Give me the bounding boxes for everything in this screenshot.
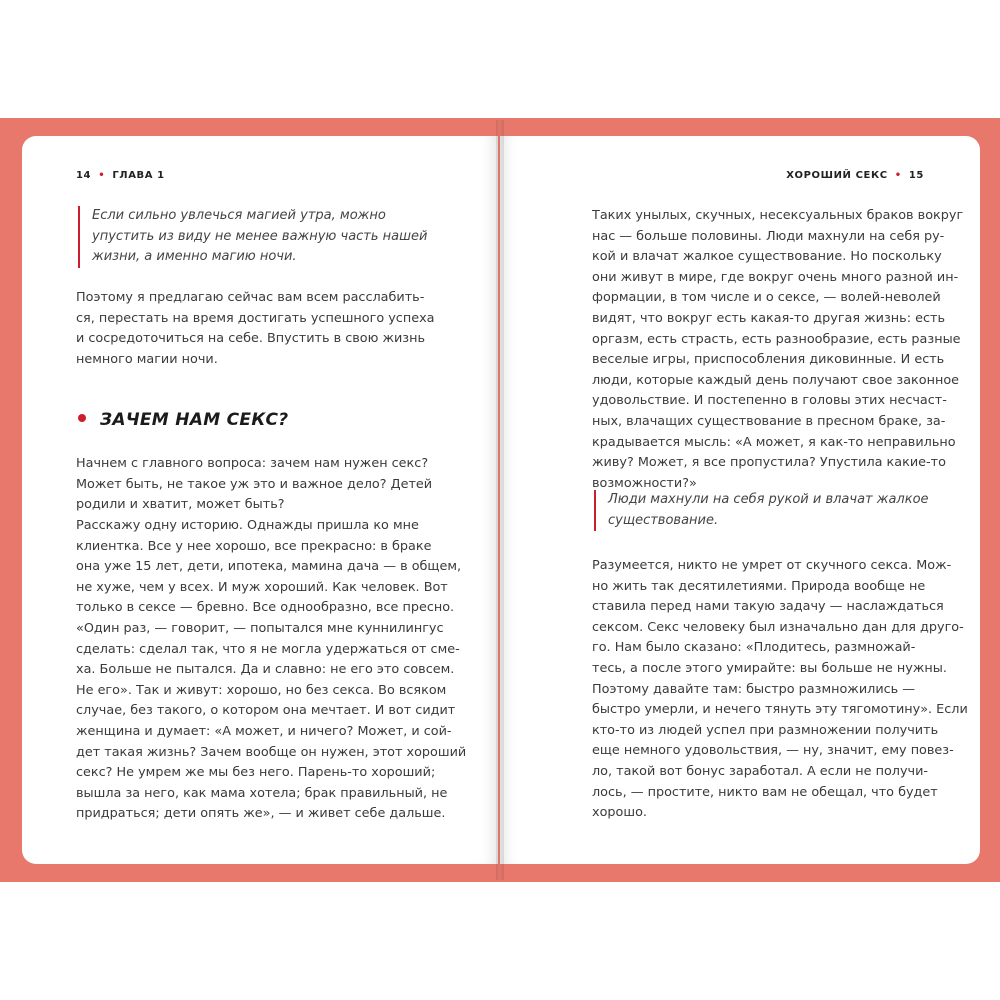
text-line: но жить так десятилетиями. Природа вообще не [592,578,926,594]
text-line: ха. Больше не пытался. Да и славно: не его это совсем. [76,662,455,678]
text-line: формации, в том числе и о сексе, — волей-неволей [592,290,941,306]
text-line: люди, которые каждый день получают свое законное [592,372,960,388]
text-line: го. Нам было сказано: «Плодитесь, размножай- [592,640,916,656]
text-line: вышла за него, как мама хотела; брак правильный, не [76,785,448,801]
paragraph [76,516,466,825]
text-line: лось, — простите, никто вам не обещал, что будет [592,784,938,800]
text-line: ло, такой вот бонус заработал. А если не получи- [592,763,929,779]
quote-line: существование. [608,512,719,528]
left-page-header [76,170,165,181]
pull-quote-right [594,490,929,531]
text-line: секс? Не умрем же мы без него. Парень-то хороший; [76,765,436,781]
text-line: кто-то из людей успел при размножении получить [592,722,939,738]
text-line: клиентка. Все у нее хорошо, все прекрасно: в браке [76,538,432,554]
pull-quote-left [78,206,427,268]
text-line: она уже 15 лет, дети, ипотека, мамина дача — в общем, [76,559,462,575]
text-line: женщина и думает: «А может, и ничего? Может, и сой- [76,723,452,739]
text-line: дет такая жизнь? Зачем вообще он нужен, этот хороший [76,744,467,760]
paragraph [76,454,432,516]
header-separator: • [894,170,902,181]
text-line: не хуже, чем у всех. И муж хороший. Как человек. Вот [76,579,448,595]
right-running-title: ХОРОШИЙ СЕКС [786,170,888,181]
section-heading [78,410,288,430]
text-line: Таких унылых, скучных, несексуальных браков вокруг [592,208,964,223]
paragraph [76,288,435,370]
quote-line: упустить из виду не менее важную часть нашей [92,228,428,244]
left-running-title: ГЛАВА 1 [112,170,165,181]
section-heading-text: ЗАЧЕМ НАМ СЕКС? [100,410,289,430]
text-line: сексом. Секс человеку был изначально дан для друго- [592,619,964,635]
text-line: ных, влачащих существование в пресном браке, за- [592,413,946,429]
text-line: Начнем с главного вопроса: зачем нам нужен секс? [76,456,429,471]
left-page-number: 14 [76,170,92,181]
text-line: и сосредоточиться на себе. Впустить в свою жизнь [76,331,426,347]
right-page-header [786,170,924,181]
text-line: Поэтому давайте там: быстро размножились — [592,681,916,697]
quote-line: жизни, а именно магию ночи. [92,249,297,265]
text-line: Может быть, не такое уж это и важное дело? Детей [76,476,433,492]
text-line: еще немного удовольствия, — ну, значит, ему повез- [592,743,954,759]
quote-line: Люди махнули на себя рукой и влачат жалкое [608,492,929,507]
right-page-number: 15 [908,170,924,181]
text-line: ся, перестать на время достигать успешного успеха [76,310,435,326]
text-line: веселые игры, приспособления диковинные. И есть [592,352,945,368]
text-line: только в сексе — бревно. Все однообразно, все пресно. [76,600,455,616]
paragraph [592,206,963,494]
red-bullet-icon [78,414,86,422]
text-line: удовольствие. И постепенно в головы этих несчаст- [592,393,947,409]
text-line: оргазм, есть страсть, есть разнообразие, есть разные [592,331,961,347]
text-line: родили и хватит, может быть? [76,497,285,513]
right-page [500,136,980,864]
text-line: Разумеется, никто не умрет от скучного секса. Мож- [592,558,952,573]
text-line: ставила перед нами такую задачу — наслаждаться [592,599,944,615]
text-line: нас — больше половины. Люди махнули на себя ру- [592,228,945,244]
text-line: кой и влачат жалкое существование. Но поскольку [592,249,942,265]
quote-line: Если сильно увлечься магией утра, можно [92,208,386,223]
text-line: Поэтому я предлагаю сейчас вам всем расслабить- [76,290,425,305]
text-line: возможности?» [592,475,697,491]
text-line: «Один раз, — говорит, — попытался мне куннилингус [76,620,444,636]
text-line: живу? Может, я все пропустила? Упустила какие-то [592,455,946,471]
book-spine-gutter [496,120,504,880]
text-line: хорошо. [592,805,647,821]
left-page [22,136,498,864]
text-line: придраться; дети опять же», — и живет себе дальше. [76,806,446,822]
text-line: Не его». Так и живут: хорошо, но без секса. Во всяком [76,682,447,698]
text-line: быстро умерли, и нечего тянуть эту тягомотину». Если [592,702,968,718]
text-line: сделать: сделал так, что я не могла удержаться от сме- [76,641,460,657]
text-line: тесь, а после этого умирайте: вы больше не нужны. [592,660,947,676]
text-line: Расскажу одну историю. Однажды пришла ко мне [76,518,419,533]
text-line: видят, что вокруг есть какая-то другая жизнь: есть [592,310,945,326]
text-line: немного магии ночи. [76,351,218,367]
text-line: крадывается мысль: «А может, я как-то неправильно [592,434,956,450]
text-line: они живут в мире, где вокруг очень много разной ин- [592,269,959,285]
paragraph [592,556,968,824]
text-line: случае, без такого, о котором она мечтает. И вот сидит [76,703,456,719]
header-separator: • [98,170,106,181]
